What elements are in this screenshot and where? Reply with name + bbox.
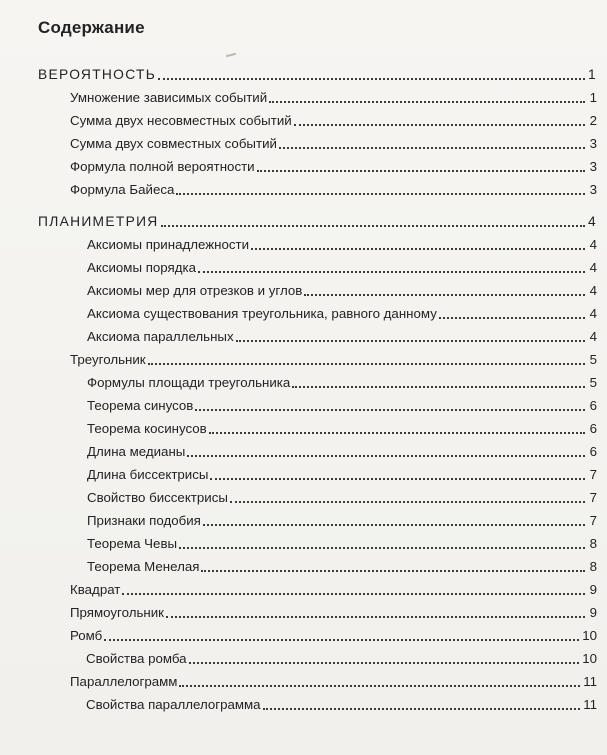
toc-entry[interactable] xyxy=(87,532,597,552)
dot-leader xyxy=(176,193,585,195)
toc-entry[interactable] xyxy=(87,417,597,437)
toc-entry[interactable] xyxy=(70,109,597,129)
dot-leader xyxy=(189,662,580,664)
dot-leader xyxy=(269,101,585,103)
toc-entry[interactable] xyxy=(87,509,597,529)
toc-entry[interactable] xyxy=(86,693,597,713)
toc-page-number: 7 xyxy=(589,467,597,482)
dot-leader xyxy=(236,340,585,342)
toc-page-number: 4 xyxy=(588,214,597,229)
toc-entry[interactable] xyxy=(70,624,597,644)
toc-page-number: 3 xyxy=(589,136,597,151)
toc-page-number: 8 xyxy=(589,536,597,551)
toc-page-number: 9 xyxy=(589,605,597,620)
toc-entry-text: Признаки подобия xyxy=(87,513,201,528)
toc-entry-text: Сумма двух совместных событий xyxy=(70,136,277,151)
toc-entry[interactable] xyxy=(87,325,597,345)
toc-entry[interactable] xyxy=(87,302,597,322)
toc-page-number: 11 xyxy=(583,697,597,712)
toc-page-number: 6 xyxy=(589,398,597,413)
dot-leader xyxy=(292,386,585,388)
toc-entry-text: Умножение зависимых событий xyxy=(70,90,268,105)
toc-page-number: 11 xyxy=(583,674,597,689)
dot-leader xyxy=(304,294,585,296)
toc-entry[interactable] xyxy=(87,440,597,460)
dot-leader xyxy=(148,363,585,365)
toc-entry[interactable] xyxy=(70,348,597,368)
dot-leader xyxy=(179,685,580,687)
toc-entry[interactable] xyxy=(70,155,597,175)
toc-page-number: 2 xyxy=(589,113,597,128)
toc-page-number: 6 xyxy=(589,444,597,459)
dot-leader xyxy=(166,616,585,618)
toc-entry-text: Ромб xyxy=(70,628,103,643)
toc-section-planimetry[interactable] xyxy=(38,210,597,230)
toc-section-probability[interactable] xyxy=(38,63,597,83)
toc-entry-text: Параллелограмм xyxy=(70,674,178,689)
toc-entry-text: Теорема Чевы xyxy=(87,536,178,551)
toc-page-number: 4 xyxy=(589,260,597,275)
toc-entry[interactable] xyxy=(70,601,597,621)
toc-page-number: 7 xyxy=(589,490,597,505)
toc-entry-text: Длина биссектрисы xyxy=(87,467,209,482)
toc-page-number: 9 xyxy=(589,582,597,597)
toc-entry-text: Длина медианы xyxy=(87,444,186,459)
toc-entry-text: Формулы площади треугольника xyxy=(87,375,291,390)
dot-leader xyxy=(439,317,585,319)
toc-page-number: 10 xyxy=(582,628,597,643)
toc-entry-text: Треугольник xyxy=(70,352,146,367)
toc-page-number: 4 xyxy=(589,283,597,298)
dot-leader xyxy=(179,547,585,549)
toc-entry[interactable] xyxy=(70,670,597,690)
dot-leader xyxy=(158,78,585,80)
toc-entry-text: Сумма двух несовместных событий xyxy=(70,113,292,128)
toc-entry-text: Квадрат xyxy=(70,582,121,597)
toc-entry-text: Свойства параллелограмма xyxy=(86,697,261,712)
toc-page-number: 1 xyxy=(588,67,597,82)
toc-page-number: 5 xyxy=(589,352,597,367)
toc-entry-text: Теорема Менелая xyxy=(87,559,200,574)
toc-entry-text: Аксиома существования треугольника, равного данному xyxy=(87,306,437,321)
toc-entry-text: Аксиома параллельных xyxy=(87,329,234,344)
toc-entry[interactable] xyxy=(70,86,597,106)
toc-entry-text: Теорема синусов xyxy=(87,398,194,413)
toc-entry-text: Формула Байеса xyxy=(70,182,175,197)
toc-entry-text: Свойства ромба xyxy=(86,651,187,666)
toc-entry[interactable] xyxy=(87,394,597,414)
dot-leader xyxy=(279,147,585,149)
toc-entry-text: Формула полной вероятности xyxy=(70,159,255,174)
toc-page-number: 4 xyxy=(589,306,597,321)
toc-page-number: 5 xyxy=(589,375,597,390)
toc-page-number: 3 xyxy=(589,159,597,174)
dot-leader xyxy=(161,225,585,227)
toc-entry[interactable] xyxy=(87,463,597,483)
toc-entry-text: Аксиомы принадлежности xyxy=(87,237,250,252)
toc-page-number: 4 xyxy=(589,329,597,344)
dot-leader xyxy=(104,639,579,641)
toc-entry[interactable] xyxy=(70,578,597,598)
toc-page-number: 1 xyxy=(589,90,597,105)
page-smudge xyxy=(226,53,236,57)
toc-entry[interactable] xyxy=(87,256,597,276)
toc-page-number: 7 xyxy=(589,513,597,528)
toc-entry-text: Аксиомы порядка xyxy=(87,260,197,275)
toc-entry[interactable] xyxy=(87,486,597,506)
toc-entry[interactable] xyxy=(70,132,597,152)
toc-entry-text: ПЛАНИМЕТРИЯ xyxy=(38,214,159,229)
dot-leader xyxy=(230,501,585,503)
toc-page-number: 4 xyxy=(589,237,597,252)
toc-entry-text: Теорема косинусов xyxy=(87,421,207,436)
dot-leader xyxy=(198,271,585,273)
dot-leader xyxy=(210,478,585,480)
toc-entry[interactable] xyxy=(86,647,597,667)
dot-leader xyxy=(263,708,581,710)
dot-leader xyxy=(251,248,585,250)
dot-leader xyxy=(187,455,585,457)
dot-leader xyxy=(257,170,585,172)
dot-leader xyxy=(195,409,585,411)
dot-leader xyxy=(122,593,585,595)
toc-entry-text: ВЕРОЯТНОСТЬ xyxy=(38,67,157,82)
toc-entry[interactable] xyxy=(87,233,597,253)
toc-page-number: 10 xyxy=(582,651,597,666)
toc-page-number: 8 xyxy=(589,559,597,574)
toc-entry[interactable] xyxy=(87,555,597,575)
toc-entry-text: Свойство биссектрисы xyxy=(87,490,228,505)
toc-title: Содержание xyxy=(38,18,145,37)
dot-leader xyxy=(209,432,585,434)
toc-entry[interactable] xyxy=(87,279,597,299)
toc-page-number: 3 xyxy=(589,182,597,197)
dot-leader xyxy=(294,124,585,126)
toc-page-number: 6 xyxy=(589,421,597,436)
dot-leader xyxy=(203,524,585,526)
dot-leader xyxy=(201,570,585,572)
toc-entry[interactable] xyxy=(87,371,597,391)
toc-entry-text: Аксиомы мер для отрезков и углов xyxy=(87,283,303,298)
toc-entry[interactable] xyxy=(70,178,597,198)
toc-entry-text: Прямоугольник xyxy=(70,605,164,620)
